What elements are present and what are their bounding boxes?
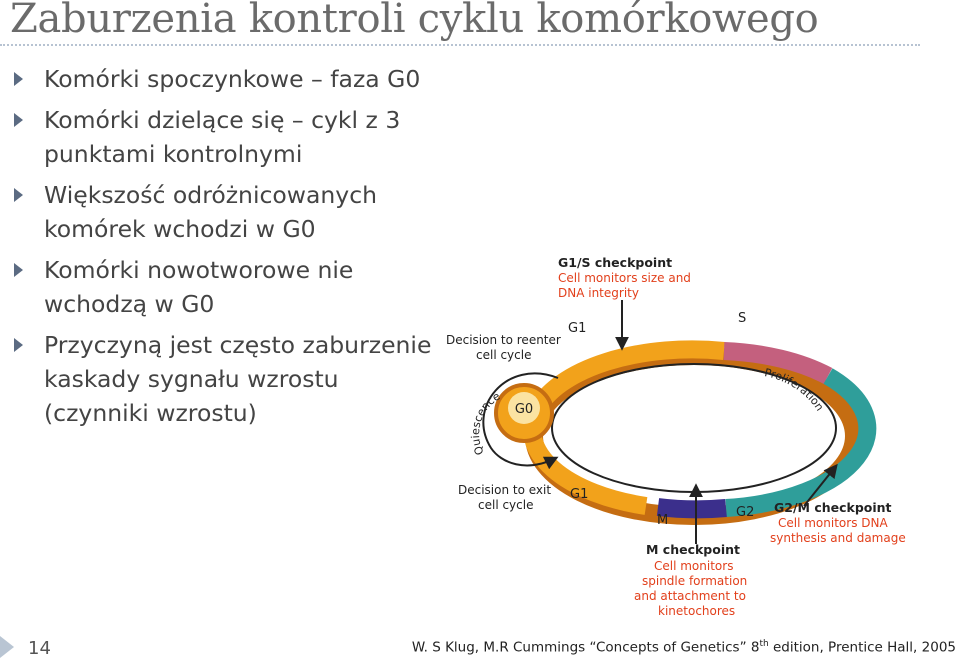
title-divider <box>0 44 920 46</box>
g2m-checkpoint-line: synthesis and damage <box>770 531 906 545</box>
bullet-text: Komórki dzielące się – cykl z 3 punktami kontrolnymi <box>44 106 401 168</box>
m-checkpoint-line: kinetochores <box>658 604 736 618</box>
citation-sup: th <box>759 639 769 649</box>
bullet-arrow-icon <box>14 263 23 277</box>
reenter-label: Decision to reenter <box>446 333 561 347</box>
bullet-text: Komórki spoczynkowe – faza G0 <box>44 65 421 93</box>
label-g0: G0 <box>514 402 534 417</box>
cell-cycle-diagram <box>436 248 920 624</box>
m-checkpoint-title: M checkpoint <box>646 542 740 557</box>
slide-footer <box>0 634 960 663</box>
g2m-checkpoint-line: Cell monitors DNA <box>778 516 888 530</box>
bullet-item <box>12 328 432 430</box>
m-checkpoint-line: spindle formation <box>642 574 748 588</box>
citation-text: W. S Klug, M.R Cummings “Concepts of Genetics” 8 <box>411 639 760 656</box>
phase-g1-segment <box>532 349 724 506</box>
bullet-item <box>12 253 432 321</box>
g2m-checkpoint-title: G2/M checkpoint <box>774 500 892 515</box>
bullet-item <box>12 103 432 171</box>
bullet-arrow-icon <box>14 72 23 86</box>
g1s-checkpoint-line: Cell monitors size and <box>558 271 691 285</box>
label-s: S <box>738 311 747 326</box>
phase-m-segment <box>658 507 726 509</box>
proliferation-text: Proliferation <box>763 366 827 414</box>
label-m: M <box>657 513 669 528</box>
bullet-arrow-icon <box>14 113 23 127</box>
exit-label: Decision to exit <box>458 483 552 497</box>
bullet-text: Komórki nowotworowe nie wchodzą w G0 <box>44 256 354 318</box>
bullet-arrow-icon <box>14 188 23 202</box>
quiescence-text: Quiescence <box>468 389 503 458</box>
reenter-label: cell cycle <box>476 348 532 362</box>
bullet-item <box>12 178 432 246</box>
m-checkpoint-line: Cell monitors <box>654 559 734 573</box>
bullet-list <box>12 62 432 437</box>
label-g1-top: G1 <box>568 321 587 336</box>
slide-title: Zaburzenia kontroli cyklu komórkowego <box>10 0 819 42</box>
page-number: 14 <box>28 638 51 659</box>
citation-text-end: edition, Prentice Hall, 2005 <box>768 639 956 656</box>
bullet-text: Większość odróżnicowanych komórek wchodzi w G0 <box>44 181 378 243</box>
bullet-text: Przyczyną jest często zaburzenie kaskady sygnału wzrostu (czynniki wzrostu) <box>44 331 432 427</box>
bullet-item <box>12 62 432 96</box>
citation <box>412 639 956 656</box>
g1s-checkpoint-line: DNA integrity <box>558 286 639 300</box>
label-g1-bottom: G1 <box>570 487 589 502</box>
label-g2: G2 <box>736 505 755 520</box>
page-marker-icon <box>0 636 14 658</box>
exit-label: cell cycle <box>478 498 534 512</box>
bullet-arrow-icon <box>14 338 23 352</box>
g1s-checkpoint-title: G1/S checkpoint <box>558 255 673 270</box>
m-checkpoint-line: and attachment to <box>634 589 746 603</box>
